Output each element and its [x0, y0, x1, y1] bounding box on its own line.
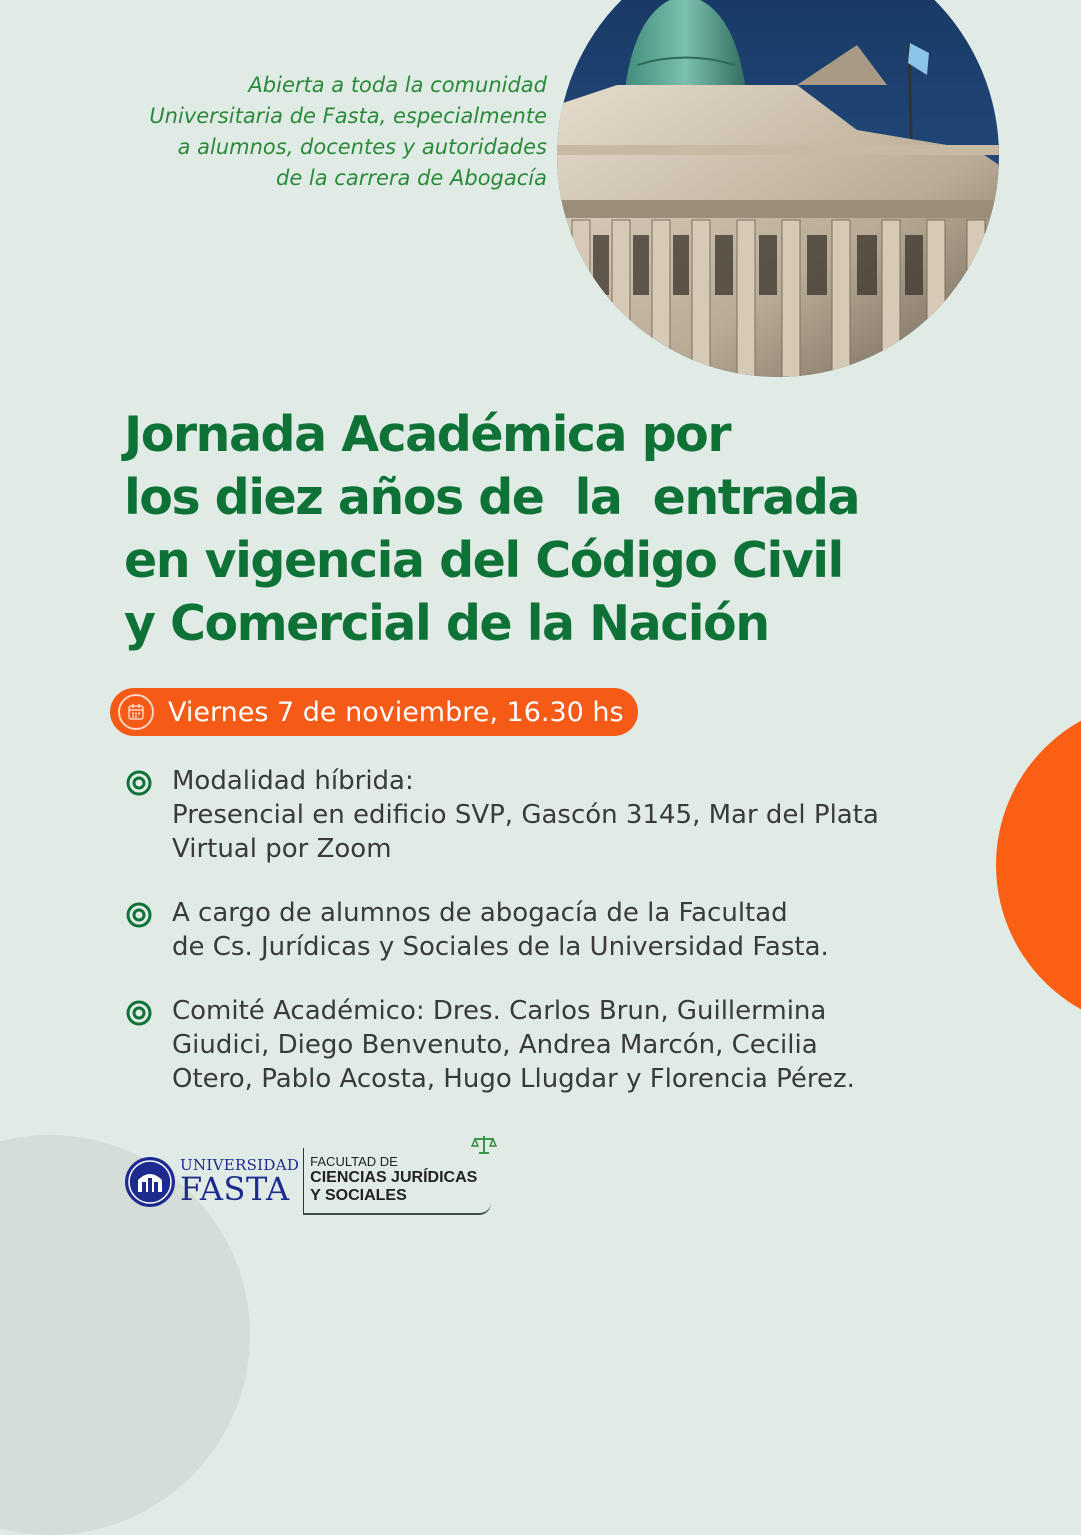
calendar-icon [118, 694, 154, 730]
detail-item-organizers [122, 896, 1002, 964]
fasta-emblem-icon [124, 1156, 176, 1208]
detail-item-modality [122, 764, 1002, 866]
detail-line: Modalidad híbrida: [172, 766, 414, 796]
event-date-badge [110, 688, 638, 736]
detail-line: A cargo de alumnos de abogacía de la Facultad [172, 898, 788, 928]
target-bullet-icon [126, 902, 152, 928]
university-label: UNIVERSIDAD [180, 1156, 300, 1174]
target-bullet-icon [126, 770, 152, 796]
intro-line: Universitaria de Fasta, especialmente [149, 104, 547, 128]
detail-line: Presencial en edificio SVP, Gascón 3145, Mar del Plata [172, 800, 879, 830]
event-date-text: Viernes 7 de noviembre, 16.30 hs [168, 696, 624, 728]
scales-icon [471, 1134, 497, 1156]
detail-line: Virtual por Zoom [172, 834, 392, 864]
faculty-line: CIENCIAS JURÍDICAS [310, 1169, 478, 1186]
intro-text [67, 70, 547, 194]
detail-line: Giudici, Diego Benvenuto, Andrea Marcón, Cecilia [172, 1030, 818, 1060]
decorative-circle-orange [996, 700, 1081, 1030]
title-line: y Comercial de la Nación [124, 595, 769, 652]
intro-line: Abierta a toda la comunidad [248, 73, 547, 97]
institution-logo [124, 1148, 491, 1215]
detail-line: Otero, Pablo Acosta, Hugo Llugdar y Florencia Pérez. [172, 1064, 855, 1094]
title-line: en vigencia del Código Civil [124, 532, 843, 589]
title-line: los diez años de la entrada [124, 469, 860, 526]
title-line: Jornada Académica por [124, 406, 730, 463]
congress-building-photo [557, 0, 999, 377]
event-title [124, 403, 859, 655]
target-bullet-icon [126, 1000, 152, 1026]
university-wordmark [180, 1156, 300, 1208]
intro-line: a alumnos, docentes y autoridades [177, 135, 547, 159]
detail-line: Comité Académico: Dres. Carlos Brun, Guillermina [172, 996, 827, 1026]
detail-line: de Cs. Jurídicas y Sociales de la Universidad Fasta. [172, 932, 829, 962]
faculty-line: Y SOCIALES [310, 1187, 407, 1204]
intro-line: de la carrera de Abogacía [275, 166, 547, 190]
faculty-wordmark [303, 1148, 491, 1215]
faculty-line: FACULTAD DE [310, 1154, 398, 1169]
university-name: FASTA [180, 1170, 290, 1208]
event-details-list [122, 764, 1002, 1096]
detail-item-committee [122, 994, 1002, 1096]
